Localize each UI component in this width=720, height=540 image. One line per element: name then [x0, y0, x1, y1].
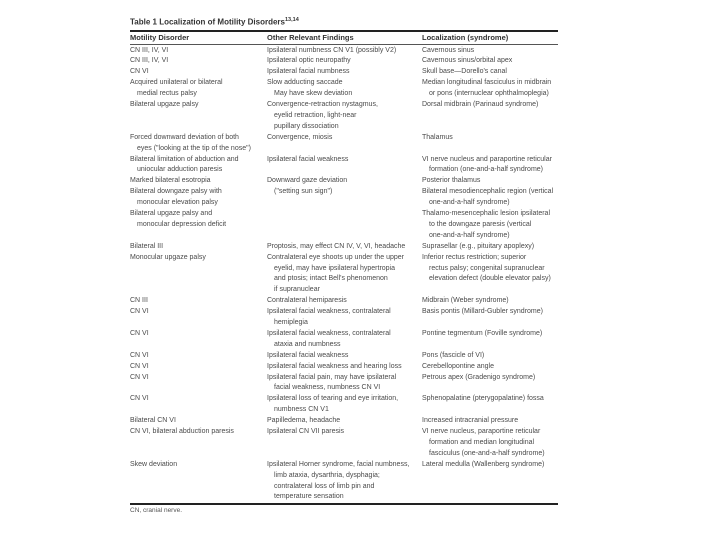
localization-cell	[422, 56, 512, 67]
findings-cell	[267, 100, 378, 133]
cell-line: Cavernous sinus	[422, 46, 475, 54]
localization-cell	[422, 78, 551, 100]
localization-cell	[422, 209, 550, 242]
cell-line: hemiplegia	[274, 319, 308, 326]
table-title-text: Table 1 Localization of Motility Disorders	[130, 17, 285, 27]
cell-line: CN VI	[130, 308, 149, 316]
cell-line: limb ataxia, dysarthria, dysphagia;	[274, 471, 380, 479]
cell-line: May have skew deviation	[274, 90, 353, 98]
cell-line: Bilateral III	[130, 242, 164, 250]
cell-line: formation (one-and-a-half syndrome)	[429, 166, 543, 174]
motility-disorder-cell	[130, 56, 168, 67]
findings-cell	[267, 133, 332, 144]
findings-cell	[267, 242, 405, 253]
motility-disorder-cell	[130, 351, 149, 362]
header-other-findings: Other Relevant Findings	[267, 33, 354, 42]
cell-line: VI nerve nucleus, paraportine reticular	[422, 428, 541, 435]
cell-line: eyelid retraction, light-near	[274, 111, 357, 119]
cell-line: Contralateral hemiparesis	[267, 297, 347, 305]
motility-disorder-cell	[130, 100, 199, 111]
motility-disorder-cell	[130, 133, 251, 155]
cell-line: CN VI	[130, 68, 149, 76]
localization-cell	[422, 362, 494, 373]
motility-disorder-cell	[130, 187, 222, 209]
findings-cell	[267, 67, 350, 78]
findings-cell	[267, 416, 340, 427]
cell-line: CN VI, bilateral abduction paresis	[130, 428, 234, 435]
cell-line: Ipsilateral CN VII paresis	[267, 428, 345, 435]
cell-line: Thalamus	[422, 133, 453, 141]
cell-line: CN III	[130, 297, 148, 305]
findings-cell	[267, 460, 409, 504]
motility-disorder-cell	[130, 67, 149, 78]
findings-cell	[267, 56, 351, 67]
cell-line: if supranuclear	[274, 286, 320, 294]
cell-line: Convergence, miosis	[267, 133, 333, 141]
cell-line: ataxia and numbness	[274, 340, 341, 348]
cell-line: Contralateral eye shoots up under the upper	[267, 253, 404, 261]
motility-disorder-cell	[130, 373, 149, 384]
findings-cell	[267, 253, 404, 297]
findings-cell	[267, 46, 396, 57]
motility-disorder-cell	[130, 329, 149, 340]
cell-line: Ipsilateral Horner syndrome, facial numbness,	[267, 460, 410, 468]
motility-disorder-cell	[130, 362, 149, 373]
localization-cell	[422, 100, 538, 111]
findings-cell	[267, 362, 402, 373]
cell-line: Slow adducting saccade	[267, 79, 343, 87]
localization-cell	[422, 67, 507, 78]
localization-cell	[422, 46, 474, 57]
cell-line: elevation defect (double elevator palsy)	[429, 275, 551, 283]
cell-line: CN VI	[130, 351, 149, 359]
cell-line: monocular depression deficit	[137, 220, 227, 228]
cell-line: one-and-a-half syndrome)	[429, 199, 510, 207]
cell-line: ("setting sun sign")	[274, 188, 333, 196]
cell-line: Ipsilateral facial pain, may have ipsilateral	[267, 373, 397, 381]
motility-disorder-cell	[130, 296, 148, 307]
findings-cell	[267, 373, 396, 395]
cell-line: and ptosis; intact Bell's phenomenon	[274, 275, 388, 283]
cell-line: CN VI	[130, 395, 149, 403]
cell-line: Acquired unilateral or bilateral	[130, 79, 223, 87]
localization-cell	[422, 176, 480, 187]
findings-cell	[267, 329, 391, 351]
findings-cell	[267, 394, 398, 416]
findings-cell	[267, 307, 391, 329]
cell-line: Bilateral downgaze palsy with	[130, 188, 222, 196]
localization-cell	[422, 155, 552, 177]
motility-disorder-cell	[130, 427, 234, 438]
cell-line: numbness CN V1	[274, 406, 329, 414]
localization-cell	[422, 307, 543, 318]
cell-line: Papilledema, headache	[267, 417, 341, 425]
cell-line: Skull base—Dorello's canal	[422, 68, 507, 76]
cell-line: rectus palsy; congenital supranuclear	[429, 264, 545, 272]
cell-line: Monocular upgaze palsy	[130, 253, 206, 261]
cell-line: uniocular adduction paresis	[137, 166, 223, 174]
cell-line: CN III, IV, VI	[130, 57, 169, 65]
cell-line: formation and median longitudinal	[429, 438, 535, 446]
cell-line: Bilateral CN VI	[130, 417, 176, 425]
cell-line: Lateral medulla (Wallenberg syndrome)	[422, 460, 545, 468]
localization-cell	[422, 351, 484, 362]
motility-disorder-cell	[130, 46, 168, 57]
cell-line: medial rectus palsy	[137, 90, 197, 98]
motility-disorder-cell	[130, 155, 239, 177]
cell-line: Bilateral upgaze palsy	[130, 101, 199, 108]
cell-line: Bilateral limitation of abduction and	[130, 155, 239, 163]
cell-line: Ipsilateral facial weakness, contralateral	[267, 308, 391, 316]
cell-line: Proptosis, may effect CN IV, V, VI, headache	[267, 242, 406, 250]
cell-line: Increased intracranial pressure	[422, 417, 519, 425]
bottom-rule	[130, 503, 558, 505]
cell-line: Skew deviation	[130, 460, 178, 468]
cell-line: Thalamo-mesencephalic lesion ipsilateral	[422, 210, 551, 217]
findings-cell	[267, 176, 347, 198]
cell-line: Ipsilateral optic neuropathy	[267, 57, 351, 65]
reference-superscript: 13,14	[284, 17, 299, 23]
cell-line: Median longitudinal fasciculus in midbrain	[422, 79, 552, 87]
header-motility-disorder: Motility Disorder	[130, 33, 190, 42]
findings-cell	[267, 78, 352, 100]
motility-disorder-cell	[130, 242, 163, 253]
findings-cell	[267, 427, 344, 438]
cell-line: Petrous apex (Gradenigo syndrome)	[422, 373, 536, 381]
findings-cell	[267, 351, 348, 362]
cell-line: Bilateral mesodiencephalic region (vertical	[422, 188, 554, 196]
cell-line: Ipsilateral numbness CN V1 (possibly V2)	[267, 46, 397, 54]
localization-cell	[422, 253, 551, 286]
top-rule	[130, 30, 558, 32]
cell-line: Convergence-retraction nystagmus,	[267, 101, 378, 108]
localization-cell	[422, 460, 544, 471]
footnote: CN, cranial nerve.	[130, 507, 183, 514]
motility-disorder-cell	[130, 307, 149, 318]
localization-cell	[422, 373, 535, 384]
cell-line: Ipsilateral facial numbness	[267, 68, 350, 76]
localization-cell	[422, 394, 544, 405]
cell-line: to the downgaze paresis (vertical	[429, 220, 532, 228]
motility-disorder-cell	[130, 209, 226, 231]
motility-disorder-cell	[130, 416, 176, 427]
cell-line: Inferior rectus restriction; superior	[422, 253, 527, 261]
localization-cell	[422, 242, 534, 253]
cell-line: facial weakness, numbness CN VI	[274, 384, 381, 392]
cell-line: CN VI	[130, 362, 149, 370]
cell-line: Bilateral upgaze palsy and	[130, 210, 213, 217]
localization-cell	[422, 427, 545, 460]
cell-line: CN III, IV, VI	[130, 46, 169, 54]
cell-line: Downward gaze deviation	[267, 177, 348, 185]
localization-cell	[422, 187, 553, 209]
table-title	[130, 17, 299, 27]
cell-line: Ipsilateral facial weakness, contralateral	[267, 329, 391, 337]
cell-line: eyes ("looking at the tip of the nose")	[137, 144, 251, 152]
cell-line: Pontine tegmentum (Foville syndrome)	[422, 329, 543, 337]
cell-line: monocular elevation palsy	[137, 199, 218, 207]
cell-line: contralateral loss of limb pin and	[274, 482, 375, 490]
cell-line: Ipsilateral facial weakness	[267, 351, 349, 359]
cell-line: Posterior thalamus	[422, 177, 481, 185]
cell-line: temperature sensation	[274, 493, 344, 501]
motility-disorder-cell	[130, 394, 149, 405]
localization-cell	[422, 296, 509, 307]
localization-cell	[422, 329, 542, 340]
header-localization: Localization (syndrome)	[422, 33, 509, 42]
cell-line: CN VI	[130, 329, 149, 337]
cell-line: Basis pontis (Millard-Gubler syndrome)	[422, 308, 543, 316]
motility-disorder-cell	[130, 176, 211, 187]
cell-line: fasciculus (one-and-a-half syndrome)	[429, 449, 545, 457]
cell-line: CN VI	[130, 373, 149, 381]
cell-line: one-and-a-half syndrome)	[429, 231, 510, 239]
motility-disorder-cell	[130, 253, 206, 264]
cell-line: Cavernous sinus/orbital apex	[422, 57, 513, 65]
cell-line: Ipsilateral facial weakness and hearing loss	[267, 362, 402, 370]
cell-line: Cerebellopontine angle	[422, 362, 494, 370]
cell-line: Dorsal midbrain (Parinaud syndrome)	[422, 101, 539, 108]
cell-line: Midbrain (Weber syndrome)	[422, 297, 509, 305]
localization-cell	[422, 133, 453, 144]
motility-disorder-cell	[130, 78, 223, 100]
cell-line: Ipsilateral facial weakness	[267, 155, 349, 163]
cell-line: Suprasellar (e.g., pituitary apoplexy)	[422, 242, 535, 250]
motility-disorder-cell	[130, 460, 177, 471]
cell-line: Marked bilateral esotropia	[130, 177, 211, 185]
cell-line: or pons (internuclear ophthalmoplegia)	[429, 90, 549, 98]
localization-cell	[422, 416, 518, 427]
findings-cell	[267, 296, 347, 307]
cell-line: Sphenopalatine (pterygopalatine) fossa	[422, 395, 544, 403]
findings-cell	[267, 155, 348, 166]
cell-line: pupillary dissociation	[274, 122, 339, 130]
cell-line: Pons (fascicle of VI)	[422, 351, 485, 359]
cell-line: Ipsilateral loss of tearing and eye irritation,	[267, 395, 399, 403]
cell-line: eyelid, may have ipsilateral hypertropia	[274, 264, 396, 272]
cell-line: Forced downward deviation of both	[130, 133, 239, 141]
cell-line: VI nerve nucleus and paraportine reticular	[422, 155, 552, 163]
